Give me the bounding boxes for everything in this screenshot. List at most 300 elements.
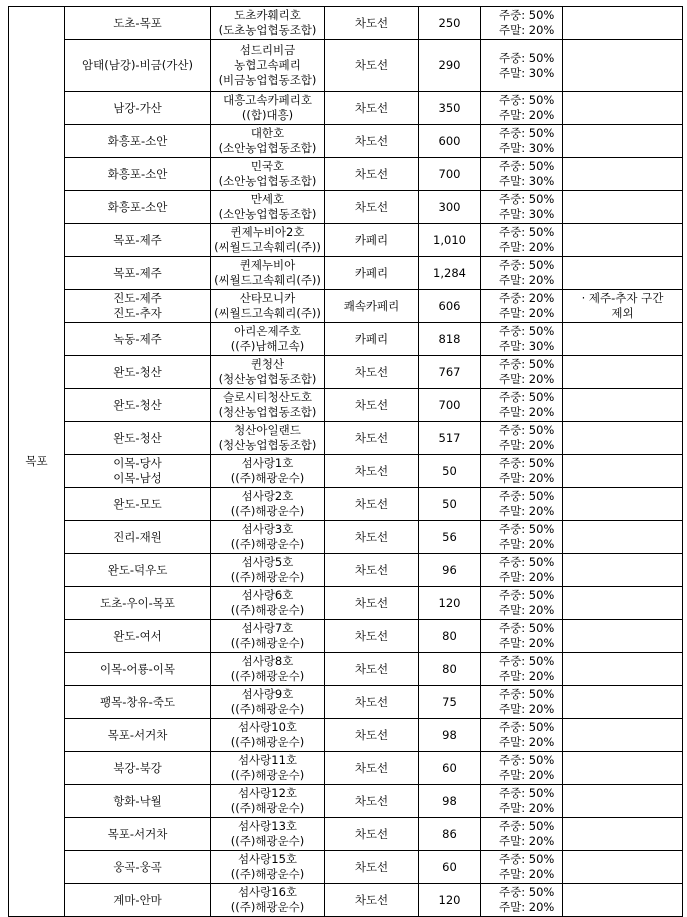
cell-line: 주말: 20% (499, 405, 555, 419)
tonnage-cell: 1,284 (419, 257, 481, 290)
cell-line: 주말: 20% (499, 372, 555, 386)
table-row (9, 653, 683, 686)
cell-line: 계마-안마 (113, 892, 162, 907)
note-cell (563, 686, 683, 719)
discount-cell (481, 620, 563, 653)
cell-line: (도초농업협동조합) (218, 23, 317, 37)
route-cell (65, 356, 211, 389)
cell-line: (씨월드고속훼리(주)) (214, 240, 321, 254)
cell-line: 만세호 (250, 192, 285, 206)
vessel-type-cell: 차도선 (325, 389, 419, 422)
tonnage-cell: 80 (419, 653, 481, 686)
region-cell: 목포 (9, 7, 65, 917)
vessel-type-cell: 차도선 (325, 356, 419, 389)
cell-line: 아리온제주호 (234, 324, 301, 338)
cell-line: 주중: 50% (499, 225, 555, 239)
vessel-type-cell: 카페리 (325, 224, 419, 257)
cell-line: ((주)해광운수) (230, 768, 305, 782)
vessel-cell (211, 40, 325, 92)
cell-line: 도초-우이-목포 (100, 595, 175, 610)
tonnage-cell: 98 (419, 719, 481, 752)
vessel-type-cell: 차도선 (325, 785, 419, 818)
table-row (9, 422, 683, 455)
cell-line: 완도-덕우도 (107, 562, 168, 577)
cell-line: (청산농업협동조합) (218, 438, 317, 452)
route-cell (65, 125, 211, 158)
vessel-cell (211, 290, 325, 323)
discount-cell (481, 323, 563, 356)
vessel-cell (211, 92, 325, 125)
cell-line: 주말: 20% (499, 636, 555, 650)
vessel-cell (211, 587, 325, 620)
cell-line: 주중: 50% (499, 885, 555, 899)
vessel-cell (211, 554, 325, 587)
cell-line: 주중: 50% (499, 324, 555, 338)
cell-line: 주말: 20% (499, 471, 555, 485)
cell-line: 주말: 30% (499, 339, 555, 353)
vessel-cell (211, 884, 325, 917)
table-row (9, 290, 683, 323)
table-row (9, 620, 683, 653)
route-cell (65, 620, 211, 653)
cell-line: 섬사랑3호 (241, 522, 294, 536)
table-row (9, 125, 683, 158)
cell-line: ((주)해광운수) (230, 735, 305, 749)
route-cell (65, 884, 211, 917)
vessel-type-cell: 차도선 (325, 422, 419, 455)
tonnage-cell: 86 (419, 818, 481, 851)
table-row (9, 488, 683, 521)
note-cell (563, 488, 683, 521)
route-cell (65, 488, 211, 521)
note-cell (563, 554, 683, 587)
vessel-type-cell: 차도선 (325, 92, 419, 125)
route-cell (65, 389, 211, 422)
discount-table-page (8, 6, 683, 917)
cell-line: 이목-어룡-이목 (100, 661, 175, 676)
tonnage-cell: 250 (419, 7, 481, 40)
vessel-type-cell: 차도선 (325, 7, 419, 40)
route-cell (65, 191, 211, 224)
route-cell (65, 323, 211, 356)
cell-line: 주중: 50% (499, 357, 555, 371)
tonnage-cell: 75 (419, 686, 481, 719)
cell-line: 주말: 20% (499, 834, 555, 848)
vessel-cell (211, 125, 325, 158)
discount-cell (481, 818, 563, 851)
vessel-type-cell: 차도선 (325, 455, 419, 488)
discount-cell (481, 686, 563, 719)
vessel-type-cell: 차도선 (325, 686, 419, 719)
note-cell (563, 884, 683, 917)
table-row (9, 158, 683, 191)
note-cell (563, 7, 683, 40)
cell-line: 주말: 20% (499, 702, 555, 716)
table-row (9, 686, 683, 719)
route-cell (65, 422, 211, 455)
discount-cell (481, 554, 563, 587)
table-row (9, 884, 683, 917)
cell-line: 섬사랑12호 (237, 786, 298, 800)
cell-line: 주중: 50% (499, 390, 555, 404)
vessel-cell (211, 851, 325, 884)
cell-line: (청산농업협동조합) (218, 405, 317, 419)
vessel-type-cell: 차도선 (325, 191, 419, 224)
vessel-cell (211, 719, 325, 752)
vessel-cell (211, 7, 325, 40)
cell-line: 민국호 (250, 159, 285, 173)
cell-line: ((주)해광운수) (230, 603, 305, 617)
cell-line: 진도-추자 (113, 306, 162, 320)
tonnage-cell: 606 (419, 290, 481, 323)
tonnage-cell: 600 (419, 125, 481, 158)
discount-cell (481, 125, 563, 158)
vessel-cell (211, 356, 325, 389)
route-cell (65, 257, 211, 290)
cell-line: 슬로시티청산도호 (223, 390, 312, 404)
cell-line: 섬사랑16호 (237, 885, 298, 899)
cell-line: ((주)해광운수) (230, 636, 305, 650)
route-cell (65, 785, 211, 818)
note-cell (563, 290, 683, 323)
cell-line: 완도-청산 (113, 364, 162, 379)
cell-line: 퀸제누비아 (239, 258, 296, 272)
table-row (9, 818, 683, 851)
vessel-type-cell: 차도선 (325, 125, 419, 158)
tonnage-cell: 517 (419, 422, 481, 455)
discount-cell (481, 40, 563, 92)
vessel-type-cell: 차도선 (325, 521, 419, 554)
cell-line: 도초-목포 (113, 15, 162, 30)
tonnage-cell: 300 (419, 191, 481, 224)
vessel-type-cell: 차도선 (325, 620, 419, 653)
route-cell (65, 521, 211, 554)
cell-line: 완도-청산 (113, 397, 162, 412)
tonnage-cell: 80 (419, 620, 481, 653)
cell-line: (소안농업협동조합) (218, 174, 317, 188)
route-cell (65, 290, 211, 323)
note-cell (563, 323, 683, 356)
cell-line: 주말: 20% (499, 438, 555, 452)
cell-line: 주말: 30% (499, 207, 555, 221)
cell-line: ((주)해광운수) (230, 702, 305, 716)
cell-line: 주중: 50% (499, 852, 555, 866)
cell-line: 화흥포-소안 (107, 199, 168, 214)
cell-line: 대한호 (250, 126, 285, 140)
discount-cell (481, 224, 563, 257)
cell-line: 주중: 50% (499, 126, 555, 140)
note-cell (563, 356, 683, 389)
cell-line: 남강-가산 (113, 100, 162, 115)
tonnage-cell: 290 (419, 40, 481, 92)
table-row (9, 587, 683, 620)
tonnage-cell: 60 (419, 752, 481, 785)
cell-line: 퀸제누비아2호 (230, 225, 305, 239)
cell-line: 산타모니카 (239, 291, 296, 305)
note-cell (563, 40, 683, 92)
cell-line: 주중: 50% (499, 192, 555, 206)
tonnage-cell: 120 (419, 587, 481, 620)
cell-line: 주말: 20% (499, 537, 555, 551)
cell-line: 목포-제주 (113, 232, 162, 247)
cell-line: 주중: 50% (499, 258, 555, 272)
route-cell (65, 224, 211, 257)
tonnage-cell: 350 (419, 92, 481, 125)
discount-cell (481, 290, 563, 323)
cell-line: 주말: 20% (499, 273, 555, 287)
vessel-type-cell: 차도선 (325, 884, 419, 917)
tonnage-cell: 767 (419, 356, 481, 389)
vessel-cell (211, 422, 325, 455)
discount-cell (481, 653, 563, 686)
cell-line: 주중: 50% (499, 159, 555, 173)
cell-line: 도초카훼리호 (234, 8, 301, 22)
table-row (9, 455, 683, 488)
note-cell (563, 191, 683, 224)
vessel-cell (211, 752, 325, 785)
route-cell (65, 686, 211, 719)
cell-line: 주중: 50% (499, 720, 555, 734)
cell-line: ((주)해광운수) (230, 504, 305, 518)
table-row (9, 323, 683, 356)
tonnage-cell: 50 (419, 488, 481, 521)
table-row (9, 191, 683, 224)
discount-cell (481, 92, 563, 125)
discount-cell (481, 7, 563, 40)
vessel-type-cell: 차도선 (325, 158, 419, 191)
cell-line: 주말: 20% (499, 240, 555, 254)
cell-line: (씨월드고속훼리(주)) (214, 306, 321, 320)
vessel-cell (211, 257, 325, 290)
route-cell (65, 7, 211, 40)
cell-line: 암태(남강)-비금(가산) (82, 58, 193, 72)
cell-line: 섬사랑2호 (241, 489, 294, 503)
note-cell (563, 224, 683, 257)
vessel-cell (211, 686, 325, 719)
vessel-type-cell: 차도선 (325, 488, 419, 521)
discount-cell (481, 521, 563, 554)
cell-line: 주말: 30% (499, 174, 555, 188)
cell-line: 섬사랑10호 (237, 720, 298, 734)
note-cell (563, 422, 683, 455)
cell-line: (소안농업협동조합) (218, 141, 317, 155)
vessel-cell (211, 818, 325, 851)
vessel-type-cell: 차도선 (325, 554, 419, 587)
cell-line: 목포-서거차 (107, 727, 168, 742)
tonnage-cell: 60 (419, 851, 481, 884)
cell-line: 주말: 20% (499, 867, 555, 881)
route-cell (65, 554, 211, 587)
vessel-cell (211, 455, 325, 488)
cell-line: ((주)해광운수) (230, 834, 305, 848)
cell-line: 목포-제주 (113, 265, 162, 280)
vessel-cell (211, 488, 325, 521)
note-cell (563, 587, 683, 620)
cell-line: 섬사랑11호 (237, 753, 298, 767)
cell-line: 청산아일랜드 (234, 423, 301, 437)
discount-cell (481, 752, 563, 785)
cell-line: 주중: 50% (499, 555, 555, 569)
cell-line: 주말: 20% (499, 504, 555, 518)
route-cell (65, 40, 211, 92)
discount-cell (481, 422, 563, 455)
discount-cell (481, 587, 563, 620)
cell-line: 주말: 20% (499, 570, 555, 584)
discount-cell (481, 389, 563, 422)
tonnage-cell: 1,010 (419, 224, 481, 257)
tonnage-cell: 818 (419, 323, 481, 356)
cell-line: 섬사랑15호 (237, 852, 298, 866)
cell-line: ((주)해광운수) (230, 867, 305, 881)
vessel-cell (211, 191, 325, 224)
note-cell (563, 653, 683, 686)
cell-line: 주중: 50% (499, 456, 555, 470)
route-cell (65, 587, 211, 620)
cell-line: 이목-남성 (113, 471, 162, 485)
route-cell (65, 455, 211, 488)
cell-line: 주말: 30% (499, 65, 555, 80)
discount-cell (481, 191, 563, 224)
cell-line: 주말: 20% (499, 768, 555, 782)
cell-line: 녹동-제주 (113, 331, 162, 346)
route-cell (65, 92, 211, 125)
tonnage-cell: 700 (419, 158, 481, 191)
table-row (9, 521, 683, 554)
vessel-type-cell: 차도선 (325, 752, 419, 785)
vessel-cell (211, 620, 325, 653)
cell-line: 섬사랑7호 (241, 621, 294, 635)
discount-cell (481, 158, 563, 191)
note-cell (563, 257, 683, 290)
cell-line: 목포-서거차 (107, 826, 168, 841)
cell-line: 제외 (611, 306, 634, 320)
note-cell (563, 125, 683, 158)
cell-line: 주중: 50% (499, 93, 555, 107)
route-cell (65, 818, 211, 851)
note-cell (563, 620, 683, 653)
note-cell (563, 752, 683, 785)
discount-cell (481, 257, 563, 290)
cell-line: 진리-재원 (113, 529, 162, 544)
cell-line: 주중: 50% (499, 786, 555, 800)
note-cell (563, 389, 683, 422)
cell-line: ((주)해광운수) (230, 471, 305, 485)
tonnage-cell: 98 (419, 785, 481, 818)
cell-line: 진도-제주 (113, 291, 162, 305)
cell-line: 섬드리비금 (239, 43, 296, 57)
cell-line: 섬사랑6호 (241, 588, 294, 602)
note-cell (563, 818, 683, 851)
table-row (9, 356, 683, 389)
vessel-cell (211, 389, 325, 422)
vessel-cell (211, 224, 325, 257)
discount-cell (481, 455, 563, 488)
vessel-cell (211, 785, 325, 818)
route-cell (65, 158, 211, 191)
cell-line: 완도-여서 (113, 628, 162, 643)
note-cell (563, 785, 683, 818)
vessel-cell (211, 653, 325, 686)
table-row (9, 851, 683, 884)
cell-line: 주중: 50% (499, 50, 555, 65)
cell-line: (비금농업협동조합) (218, 73, 317, 87)
table-row (9, 92, 683, 125)
cell-line: 화흥포-소안 (107, 133, 168, 148)
vessel-type-cell: 차도선 (325, 719, 419, 752)
cell-line: ((합)대흥) (241, 108, 294, 122)
cell-line: ((주)해광운수) (230, 801, 305, 815)
cell-line: 주말: 20% (499, 603, 555, 617)
cell-line: 주말: 20% (499, 23, 555, 37)
cell-line: 주중: 20% (499, 291, 555, 305)
cell-line: · 제주-추자 구간 (581, 291, 664, 305)
cell-line: 주말: 30% (499, 141, 555, 155)
route-cell (65, 851, 211, 884)
note-cell (563, 92, 683, 125)
table-row (9, 719, 683, 752)
cell-line: 항화-낙월 (113, 793, 162, 808)
cell-line: 섬사랑5호 (241, 555, 294, 569)
route-cell (65, 719, 211, 752)
tonnage-cell: 120 (419, 884, 481, 917)
cell-line: 북강-북강 (113, 760, 162, 775)
route-cell (65, 653, 211, 686)
cell-line: 주말: 20% (499, 735, 555, 749)
cell-line: 섬사랑1호 (241, 456, 294, 470)
cell-line: 팽목-창유-죽도 (100, 694, 175, 709)
table-row (9, 554, 683, 587)
table-row (9, 7, 683, 40)
cell-line: 농협고속페리 (234, 58, 301, 72)
cell-line: 주말: 20% (499, 306, 555, 320)
cell-line: 주중: 50% (499, 522, 555, 536)
vessel-cell (211, 158, 325, 191)
table-row (9, 40, 683, 92)
cell-line: 완도-청산 (113, 430, 162, 445)
tonnage-cell: 56 (419, 521, 481, 554)
cell-line: 주중: 50% (499, 8, 555, 22)
vessel-type-cell: 카페리 (325, 323, 419, 356)
note-cell (563, 851, 683, 884)
vessel-cell (211, 323, 325, 356)
vessel-type-cell: 차도선 (325, 40, 419, 92)
discount-cell (481, 851, 563, 884)
cell-line: 주중: 50% (499, 489, 555, 503)
cell-line: 주말: 20% (499, 108, 555, 122)
cell-line: 퀸청산 (250, 357, 285, 371)
cell-line: 섬사랑8호 (241, 654, 294, 668)
cell-line: 주중: 50% (499, 819, 555, 833)
discount-cell (481, 356, 563, 389)
cell-line: 웅곡-웅곡 (113, 859, 162, 874)
cell-line: 주중: 50% (499, 753, 555, 767)
cell-line: 주중: 50% (499, 654, 555, 668)
cell-line: (씨월드고속훼리(주)) (214, 273, 321, 287)
ferry-discount-table (8, 6, 683, 917)
discount-cell (481, 884, 563, 917)
cell-line: ((주)해광운수) (230, 537, 305, 551)
cell-line: 완도-모도 (113, 496, 162, 511)
cell-line: ((주)해광운수) (230, 900, 305, 914)
cell-line: 화흥포-소안 (107, 166, 168, 181)
cell-line: (소안농업협동조합) (218, 207, 317, 221)
note-cell (563, 521, 683, 554)
cell-line: 주말: 20% (499, 900, 555, 914)
cell-line: 섬사랑9호 (241, 687, 294, 701)
discount-cell (481, 719, 563, 752)
note-cell (563, 455, 683, 488)
tonnage-cell: 50 (419, 455, 481, 488)
